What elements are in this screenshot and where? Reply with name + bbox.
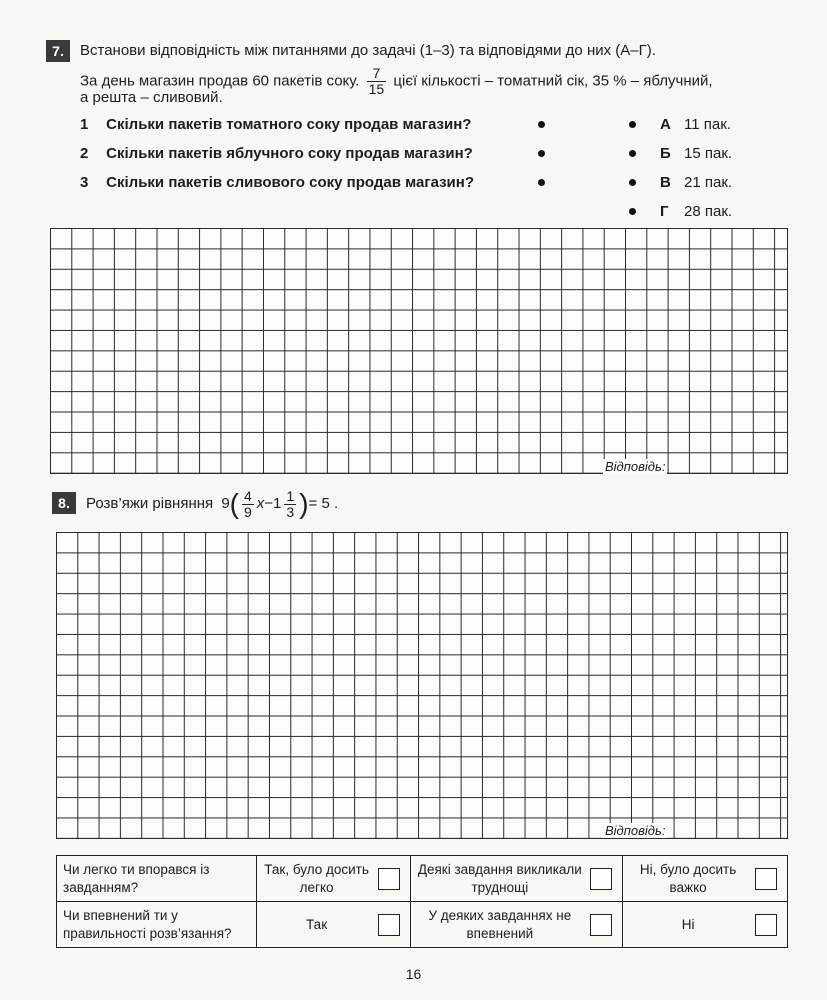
answer-letter: Г xyxy=(660,203,669,220)
task-7-badge: 7. xyxy=(46,40,70,62)
question-number: 2 xyxy=(80,145,89,162)
task-8-instruction: Розв’яжи рівняння xyxy=(86,494,214,512)
question-text: Скільки пакетів томатного соку продав магазин? xyxy=(106,116,472,133)
task-7-work-grid[interactable] xyxy=(50,228,788,474)
question-2-dot[interactable] xyxy=(538,150,545,157)
option-yes[interactable] xyxy=(256,902,411,948)
answer-value: 28 пак. xyxy=(684,203,733,220)
option-label: Ні, було досить важко xyxy=(639,861,737,895)
option-some-difficulty[interactable] xyxy=(411,856,623,902)
answer-c xyxy=(660,174,732,191)
equation-minus: −1 xyxy=(264,494,282,512)
evaluation-question: Чи легко ти впорався із завданням? xyxy=(57,856,257,902)
answer-a xyxy=(660,116,731,133)
equation-coefficient: 9 xyxy=(221,494,230,512)
option-easy-checkbox[interactable] xyxy=(378,868,400,890)
question-3-dot[interactable] xyxy=(538,179,545,186)
fraction-numerator: 1 xyxy=(286,487,295,504)
fraction-numerator: 4 xyxy=(244,487,252,504)
evaluation-row-difficulty xyxy=(57,856,788,902)
option-some-difficulty-checkbox[interactable] xyxy=(590,868,612,890)
fraction-7-15 xyxy=(367,66,387,97)
fraction-numerator: 7 xyxy=(367,66,387,82)
question-text: Скільки пакетів яблучного соку продав магазин? xyxy=(106,145,473,162)
answer-d-dot[interactable] xyxy=(629,208,636,215)
answer-b xyxy=(660,145,732,162)
answer-letter: А xyxy=(660,116,671,133)
option-label: Так, було досить легко xyxy=(264,861,369,895)
answer-b-dot[interactable] xyxy=(629,150,636,157)
option-easy[interactable] xyxy=(256,856,411,902)
option-yes-checkbox[interactable] xyxy=(378,914,400,936)
equation-rhs: = 5 . xyxy=(308,494,339,512)
option-partly-unsure[interactable] xyxy=(411,902,623,948)
option-hard-checkbox[interactable] xyxy=(755,868,777,890)
answer-letter: Б xyxy=(660,145,671,162)
task-7-condition-line2: а решта – сливовий. xyxy=(80,89,223,106)
equation xyxy=(221,487,339,520)
task-7-answer-label: Відповідь: xyxy=(605,459,666,474)
fraction-denominator: 9 xyxy=(244,503,252,520)
fraction-denominator: 15 xyxy=(368,81,385,97)
answer-value: 21 пак. xyxy=(684,174,733,191)
question-1 xyxy=(80,116,471,133)
option-no-checkbox[interactable] xyxy=(755,914,777,936)
option-label: Деякі завдання викликали труднощі xyxy=(417,861,582,895)
question-1-dot[interactable] xyxy=(538,121,545,128)
answer-a-dot[interactable] xyxy=(629,121,636,128)
question-3 xyxy=(80,174,474,191)
fraction-denominator: 3 xyxy=(286,503,295,520)
answer-c-dot[interactable] xyxy=(629,179,636,186)
option-partly-unsure-checkbox[interactable] xyxy=(590,914,612,936)
equation-fraction-1-3 xyxy=(284,489,296,520)
equation-fraction-4-9 xyxy=(242,489,254,520)
answer-letter: В xyxy=(660,174,671,191)
evaluation-question: Чи впевнений ти у правильності розв’язання? xyxy=(57,902,257,948)
answer-value: 11 пак. xyxy=(684,116,731,133)
answer-value: 15 пак. xyxy=(684,145,733,162)
option-label: У деяких завданнях не впевнений xyxy=(428,907,572,941)
option-hard[interactable] xyxy=(623,856,788,902)
question-number: 1 xyxy=(80,116,89,133)
question-number: 3 xyxy=(80,174,89,191)
equation-close-paren: ) xyxy=(299,488,309,519)
question-text: Скільки пакетів сливового соку продав магазин? xyxy=(106,174,475,191)
self-evaluation-table xyxy=(56,855,788,948)
evaluation-row-confidence xyxy=(57,902,788,948)
page-number: 16 xyxy=(405,966,422,982)
task-8-answer-label: Відповідь: xyxy=(605,823,666,838)
task-7-condition-part2: цієї кількості – томатний сік, 35 % – яблучний, xyxy=(393,72,713,90)
answer-d xyxy=(660,203,732,220)
option-label: Так xyxy=(306,916,328,932)
option-label: Ні xyxy=(681,916,695,932)
task-7-instruction: Встанови відповідність між питаннями до задачі (1–3) та відповідями до них (А–Г). xyxy=(80,42,656,59)
task-7-condition-part1: За день магазин продав 60 пакетів соку. xyxy=(80,72,360,90)
equation-open-paren: ( xyxy=(229,488,239,519)
task-8-work-grid[interactable] xyxy=(56,532,788,839)
task-8-badge: 8. xyxy=(52,492,76,514)
task-8-instruction-line xyxy=(86,488,338,520)
equation-variable: x xyxy=(256,494,265,512)
option-no[interactable] xyxy=(623,902,788,948)
question-2 xyxy=(80,145,473,162)
